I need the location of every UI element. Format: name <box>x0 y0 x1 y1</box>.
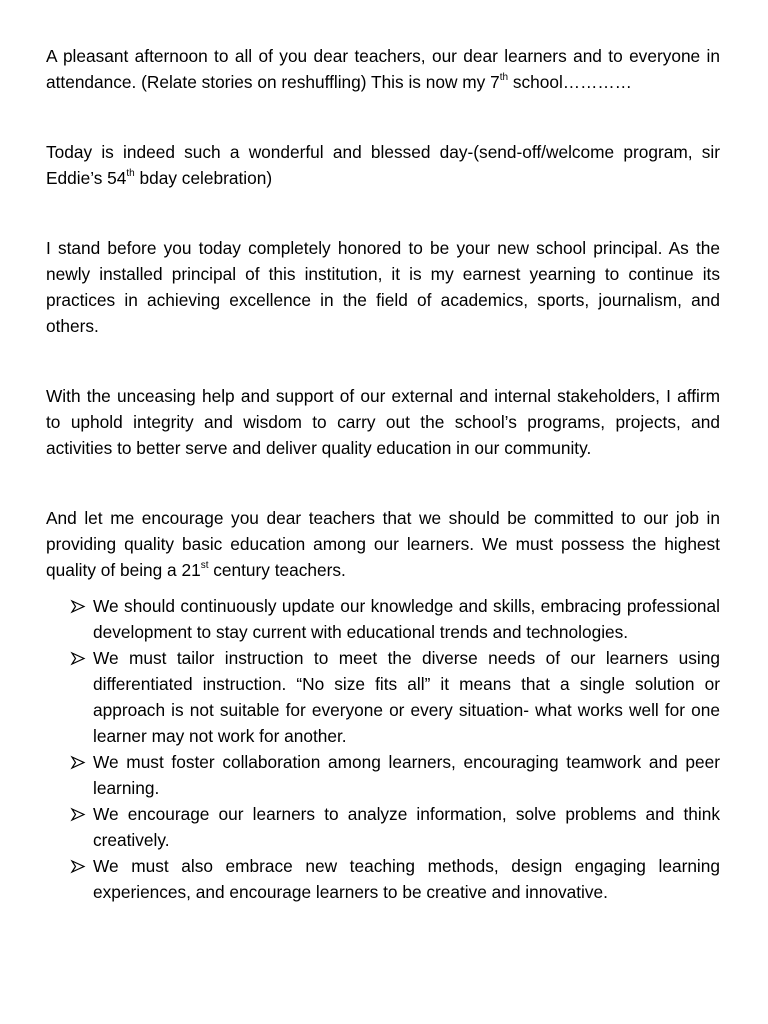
list-item <box>46 853 720 905</box>
document-page <box>46 43 720 905</box>
encouragement-text: And let me encourage you dear teachers that we should be committed to our job in providing quality basic education among our learners. We must possess the highest quality of being a 21 <box>46 508 720 580</box>
arrowhead-bullet-icon <box>70 645 86 671</box>
list-item <box>46 593 720 645</box>
encouragement-text-end: century teachers. <box>208 560 346 580</box>
list-item-text: We must tailor instruction to meet the diverse needs of our learners using differentiated instruction. “No size fits all” it means that a single solution or approach is not suitable for everyone or every situation- what works well for one learner may not work for another. <box>93 648 720 746</box>
greeting-text-end: school………… <box>508 72 632 92</box>
occasion-text: Today is indeed such a wonderful and blessed day-(send-off/welcome program, sir Eddie’s 54 <box>46 142 720 188</box>
greeting-text: A pleasant afternoon to all of you dear teachers, our dear learners and to everyone in attendance. (Relate stories on reshuffling) This is now my 7 <box>46 46 720 92</box>
list-item <box>46 749 720 801</box>
list-item <box>46 801 720 853</box>
paragraph-commitment: With the unceasing help and support of our external and internal stakeholders, I affirm to uphold integrity and wisdom to carry out the school’s programs, projects, and activities to better serve and deliver quality education in our community. <box>46 386 720 458</box>
paragraph-greeting <box>46 43 720 95</box>
occasion-text-end: bday celebration) <box>134 168 273 188</box>
teacher-qualities-list <box>46 593 720 905</box>
spacer <box>46 583 720 593</box>
paragraph-introduction: I stand before you today completely honored to be your new school principal. As the newly installed principal of this institution, it is my earnest yearning to continue its practices in achieving excellence in the field of academics, sports, journalism, and others. <box>46 238 720 336</box>
list-item <box>46 645 720 749</box>
list-item-text: We should continuously update our knowledge and skills, embracing professional development to stay current with educational trends and technologies. <box>93 596 720 642</box>
list-item-text: We encourage our learners to analyze information, solve problems and think creatively. <box>93 804 720 850</box>
arrowhead-bullet-icon <box>70 749 86 775</box>
arrowhead-bullet-icon <box>70 593 86 619</box>
paragraph-encouragement <box>46 505 720 583</box>
arrowhead-bullet-icon <box>70 853 86 879</box>
spacer <box>46 95 720 139</box>
spacer <box>46 461 720 505</box>
arrowhead-bullet-icon <box>70 801 86 827</box>
list-item-text: We must foster collaboration among learners, encouraging teamwork and peer learning. <box>93 752 720 798</box>
spacer <box>46 191 720 235</box>
spacer <box>46 339 720 383</box>
list-item-text: We must also embrace new teaching methods, design engaging learning experiences, and encourage learners to be creative and innovative. <box>93 856 720 902</box>
ordinal-suffix: th <box>126 168 135 180</box>
ordinal-suffix: th <box>499 72 509 84</box>
paragraph-occasion <box>46 139 720 191</box>
ordinal-suffix: st <box>200 560 209 572</box>
